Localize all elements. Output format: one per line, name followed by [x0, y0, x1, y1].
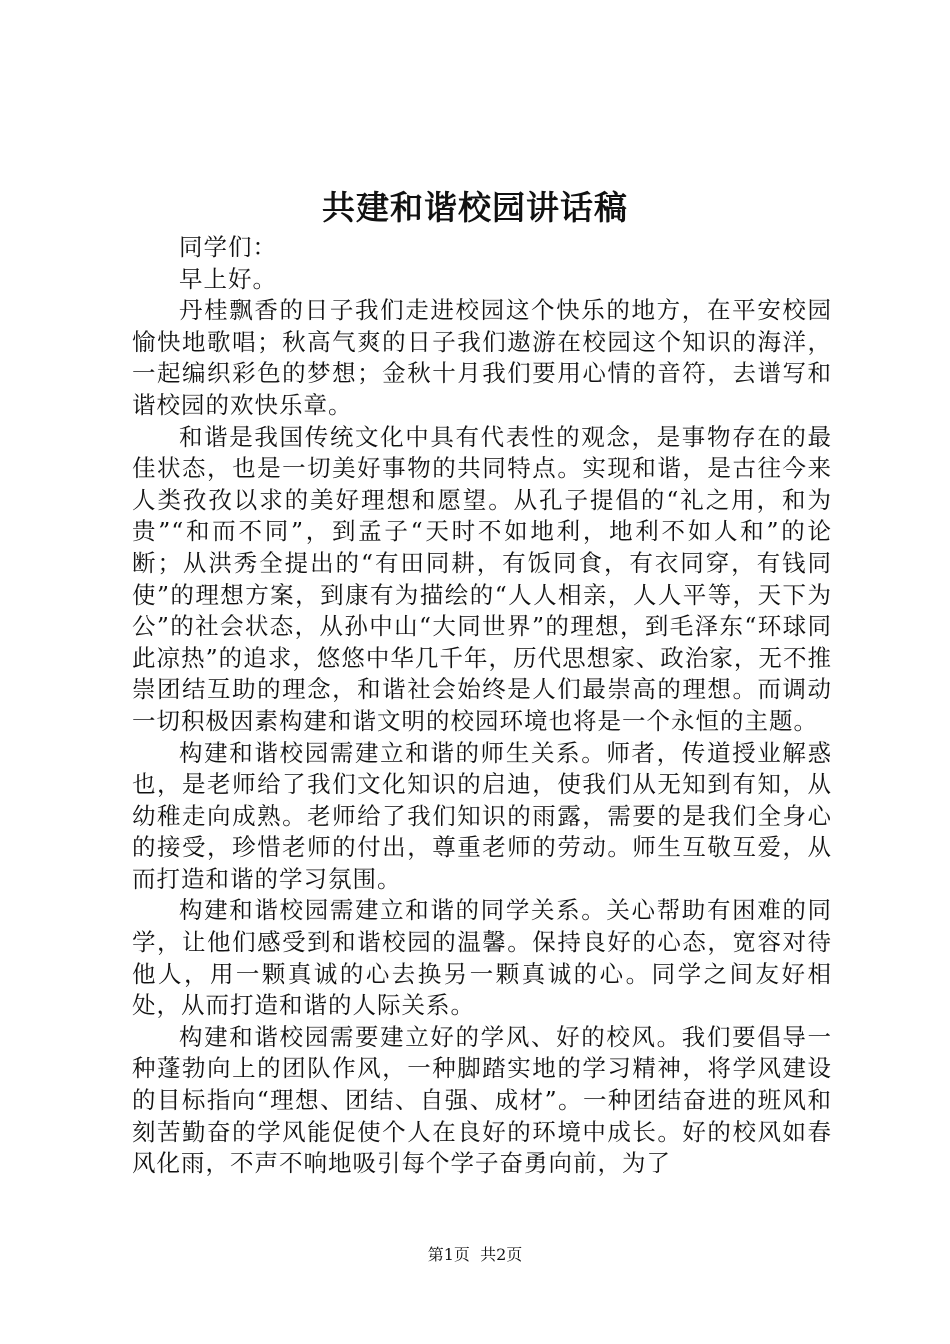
greeting: 早上好。: [179, 264, 277, 293]
page-number: 第1页 共2页: [427, 1245, 523, 1264]
page-footer: [0, 1244, 950, 1266]
paragraph-3: 构建和谐校园需建立和谐的师生关系。师者，传道授业解惑也，是老师给了我们文化知识的启迪，使我们从无知到有知，从幼稚走向成熟。老师给了我们知识的雨露，需要的是我们全身心的接受，珍惜老师的付出，尊重老师的劳动。师生互敬互爱，从而打造和谐的学习氛围。: [132, 738, 832, 893]
paragraph-4: 构建和谐校园需建立和谐的同学关系。关心帮助有困难的同学，让他们感受到和谐校园的温馨。保持良好的心态，宽容对待他人，用一颗真诚的心去换另一颗真诚的心。同学之间友好相处，从而打造和谐的人际关系。: [132, 896, 832, 1020]
paragraph-5: 构建和谐校园需要建立好的学风、好的校风。我们要倡导一种蓬勃向上的团队作风，一种脚踏实地的学习精神，将学风建设的目标指向“理想、团结、自强、成材”。一种团结奋进的班风和刻苦勤奋的学风能促使个人在良好的环境中成长。好的校风如春风化雨，不声不响地吸引每个学子奋勇向前，为了: [132, 1022, 832, 1178]
salutation: 同学们：: [179, 233, 277, 261]
document-body: [132, 232, 832, 1180]
paragraph-2: 和谐是我国传统文化中具有代表性的观念，是事物存在的最佳状态，也是一切美好事物的共同特点。实现和谐，是古往今来人类孜孜以求的美好理想和愿望。从孔子提倡的“礼之用，和为贵”“和而不同”，到孟子“天时不如地利，地利不如人和”的论断；从洪秀全提出的“有田同耕，有饭同食，有衣同穿，有钱同使”的理想方案，到康有为描绘的“人人相亲，人人平等，天下为公”的社会状态，从孙中山“大同世界”的理想，到毛泽东“环球同此凉热”的追求，悠悠中华几千年，历代思想家、政治家，无不推崇团结互助的理念，和谐社会始终是人们最崇高的理想。而调动一切积极因素构建和谐文明的校园环境也将是一个永恒的主题。: [132, 422, 832, 735]
paragraph-1: 丹桂飘香的日子我们走进校园这个快乐的地方，在平安校园愉快地歌唱；秋高气爽的日子我们遨游在校园这个知识的海洋，一起编织彩色的梦想；金秋十月我们要用心情的音符，去谱写和谐校园的欢快乐章。: [132, 296, 832, 419]
document-title: 共建和谐校园讲话稿: [322, 188, 628, 227]
